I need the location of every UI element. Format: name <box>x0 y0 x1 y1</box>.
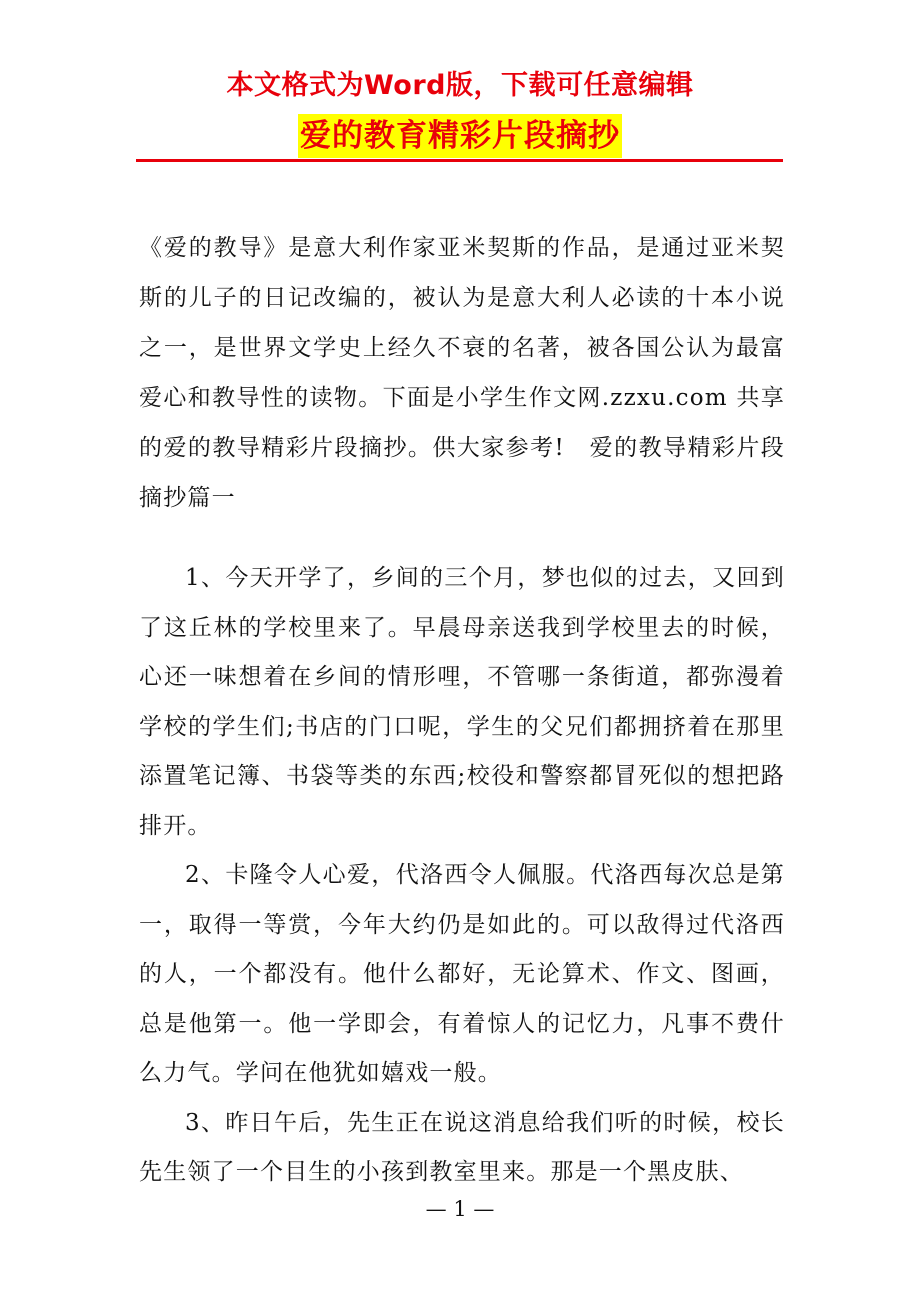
title-container <box>0 114 920 158</box>
paragraph-1: 1、今天开学了，乡间的三个月，梦也似的过去，又回到了这丘林的学校里来了。早晨母亲送我到学校里去的时候，心还一味想着在乡间的情形哩，不管哪一条街道，都弥漫着学校的学生们;书店的门口呢，学生的父兄们都拥挤着在那里添置笔记簿、书袋等类的东西;校役和警察都冒死似的想把路排开。 <box>139 565 785 839</box>
page-number: — 1 — <box>425 1197 495 1221</box>
title-divider <box>136 159 783 162</box>
article-body <box>139 554 785 1198</box>
format-notice-banner: 本文格式为Word版，下载可任意编辑 <box>226 70 694 101</box>
paragraph-3: 3、昨日午后，先生正在说这消息给我们听的时候，校长先生领了一个目生的小孩到教室里来。那是一个黑皮肤、 <box>139 1109 785 1185</box>
document-title: 爱的教育精彩片段摘抄 <box>298 114 622 158</box>
intro-paragraph: 《爱的教导》是意大利作家亚米契斯的作品，是通过亚米契斯的儿子的日记改编的，被认为是意大利人必读的十本小说之一，是世界文学史上经久不衰的名著，被各国公认为最富爱心和教导性的读物。下面是小学生作文网.zzxu.com 共享的爱的教导精彩片段摘抄。供大家参考! 爱的教导精彩片段摘抄篇一 <box>139 235 785 511</box>
paragraph-2: 2、卡隆令人心爱，代洛西令人佩服。代洛西每次总是第一，取得一等赏，今年大约仍是如此的。可以敌得过代洛西的人，一个都没有。他什么都好，无论算术、作文、图画，总是他第一。他一学即会，有着惊人的记忆力，凡事不费什么力气。学问在他犹如嬉戏一般。 <box>139 862 785 1086</box>
